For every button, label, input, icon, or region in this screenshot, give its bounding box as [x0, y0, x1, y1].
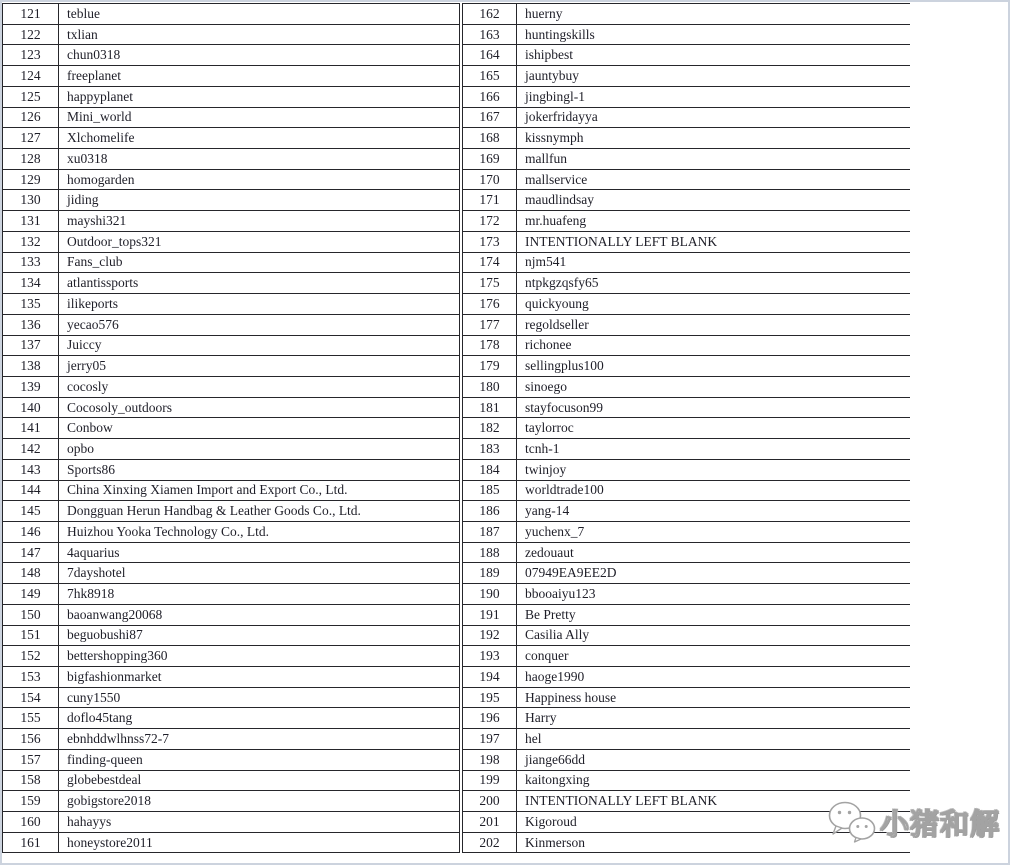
table-row: [463, 687, 911, 708]
row-name-cell: hel: [517, 729, 911, 750]
table-row: [463, 252, 911, 273]
row-name-cell: tcnh-1: [517, 439, 911, 460]
table-row: [3, 294, 460, 315]
table-row: [463, 459, 911, 480]
table-row: [463, 418, 911, 439]
row-number-cell: 168: [463, 128, 517, 149]
row-name-cell: taylorroc: [517, 418, 911, 439]
row-name-cell: jokerfridayya: [517, 107, 911, 128]
row-name-cell: INTENTIONALLY LEFT BLANK: [517, 231, 911, 252]
table-row: [463, 770, 911, 791]
table-row: [3, 521, 460, 542]
table-row: [3, 646, 460, 667]
row-number-cell: 151: [3, 625, 59, 646]
row-name-cell: regoldseller: [517, 314, 911, 335]
table-row: [463, 107, 911, 128]
row-number-cell: 161: [3, 832, 59, 853]
table-row: [3, 252, 460, 273]
row-name-cell: jauntybuy: [517, 66, 911, 87]
table-row: [3, 231, 460, 252]
table-row: [3, 459, 460, 480]
table-row: [463, 625, 911, 646]
row-name-cell: ebnhddwlhnss72-7: [59, 729, 460, 750]
table-row: [463, 231, 911, 252]
table-row: [3, 667, 460, 688]
row-number-cell: 127: [3, 128, 59, 149]
row-name-cell: xu0318: [59, 149, 460, 170]
table-row: [463, 563, 911, 584]
row-number-cell: 157: [3, 749, 59, 770]
row-number-cell: 142: [3, 439, 59, 460]
row-number-cell: 192: [463, 625, 517, 646]
row-name-cell: happyplanet: [59, 86, 460, 107]
row-number-cell: 179: [463, 356, 517, 377]
table-row: [463, 128, 911, 149]
row-number-cell: 176: [463, 294, 517, 315]
row-name-cell: Cocosoly_outdoors: [59, 397, 460, 418]
row-name-cell: teblue: [59, 4, 460, 25]
row-number-cell: 122: [3, 24, 59, 45]
row-name-cell: Xlchomelife: [59, 128, 460, 149]
row-name-cell: kissnymph: [517, 128, 911, 149]
row-number-cell: 195: [463, 687, 517, 708]
row-number-cell: 139: [3, 376, 59, 397]
table-row: [3, 791, 460, 812]
table-row: [3, 584, 460, 605]
table-row: [3, 749, 460, 770]
table-row: [463, 314, 911, 335]
table-row: [463, 24, 911, 45]
row-name-cell: kaitongxing: [517, 770, 911, 791]
table-row: [463, 729, 911, 750]
row-number-cell: 201: [463, 812, 517, 833]
table-row: [463, 480, 911, 501]
row-name-cell: Kinmerson: [517, 832, 911, 853]
row-name-cell: haoge1990: [517, 667, 911, 688]
row-number-cell: 155: [3, 708, 59, 729]
row-name-cell: Mini_world: [59, 107, 460, 128]
row-name-cell: Dongguan Herun Handbag & Leather Goods Co., Ltd.: [59, 501, 460, 522]
row-number-cell: 199: [463, 770, 517, 791]
table-row: [3, 770, 460, 791]
row-number-cell: 198: [463, 749, 517, 770]
table-row: [3, 604, 460, 625]
row-name-cell: baoanwang20068: [59, 604, 460, 625]
row-number-cell: 125: [3, 86, 59, 107]
row-name-cell: jiding: [59, 190, 460, 211]
row-number-cell: 145: [3, 501, 59, 522]
row-number-cell: 183: [463, 439, 517, 460]
row-number-cell: 158: [3, 770, 59, 791]
row-number-cell: 146: [3, 521, 59, 542]
row-name-cell: twinjoy: [517, 459, 911, 480]
roster-table-left: [2, 3, 460, 853]
table-row: [463, 356, 911, 377]
row-number-cell: 134: [3, 273, 59, 294]
row-number-cell: 177: [463, 314, 517, 335]
row-number-cell: 150: [3, 604, 59, 625]
table-row: [3, 812, 460, 833]
row-name-cell: zedouaut: [517, 542, 911, 563]
row-name-cell: Sports86: [59, 459, 460, 480]
watermark-text: 小猪和解: [880, 806, 1001, 841]
row-name-cell: gobigstore2018: [59, 791, 460, 812]
table-row: [463, 542, 911, 563]
table-row: [3, 625, 460, 646]
table-row: [463, 667, 911, 688]
table-row: [3, 314, 460, 335]
table-row: [3, 24, 460, 45]
table-row: [463, 708, 911, 729]
row-number-cell: 181: [463, 397, 517, 418]
row-number-cell: 144: [3, 480, 59, 501]
row-name-cell: Outdoor_tops321: [59, 231, 460, 252]
table-row: [3, 376, 460, 397]
row-name-cell: Be Pretty: [517, 604, 911, 625]
row-number-cell: 133: [3, 252, 59, 273]
row-name-cell: Kigoroud: [517, 812, 911, 833]
table-row: [3, 356, 460, 377]
row-name-cell: 7hk8918: [59, 584, 460, 605]
row-number-cell: 167: [463, 107, 517, 128]
row-name-cell: Conbow: [59, 418, 460, 439]
row-number-cell: 190: [463, 584, 517, 605]
table-row: [463, 397, 911, 418]
row-number-cell: 140: [3, 397, 59, 418]
row-number-cell: 174: [463, 252, 517, 273]
row-number-cell: 163: [463, 24, 517, 45]
row-name-cell: ntpkgzqsfy65: [517, 273, 911, 294]
table-row: [3, 397, 460, 418]
row-number-cell: 135: [3, 294, 59, 315]
row-number-cell: 143: [3, 459, 59, 480]
row-name-cell: hahayys: [59, 812, 460, 833]
table-row: [463, 749, 911, 770]
row-name-cell: jingbingl-1: [517, 86, 911, 107]
roster-table-right: [462, 3, 910, 853]
table-row: [463, 335, 911, 356]
table-row: [463, 66, 911, 87]
row-number-cell: 202: [463, 832, 517, 853]
row-number-cell: 169: [463, 149, 517, 170]
row-number-cell: 170: [463, 169, 517, 190]
row-name-cell: huerny: [517, 4, 911, 25]
row-name-cell: ishipbest: [517, 45, 911, 66]
row-name-cell: doflo45tang: [59, 708, 460, 729]
row-number-cell: 164: [463, 45, 517, 66]
row-name-cell: chun0318: [59, 45, 460, 66]
row-number-cell: 172: [463, 211, 517, 232]
table-row: [3, 128, 460, 149]
table-row: [463, 273, 911, 294]
row-name-cell: atlantissports: [59, 273, 460, 294]
row-number-cell: 137: [3, 335, 59, 356]
table-row: [463, 45, 911, 66]
row-number-cell: 180: [463, 376, 517, 397]
row-name-cell: Happiness house: [517, 687, 911, 708]
row-name-cell: China Xinxing Xiamen Import and Export Co., Ltd.: [59, 480, 460, 501]
row-name-cell: freeplanet: [59, 66, 460, 87]
table-row: [3, 708, 460, 729]
row-name-cell: Juiccy: [59, 335, 460, 356]
row-number-cell: 165: [463, 66, 517, 87]
row-name-cell: beguobushi87: [59, 625, 460, 646]
table-row: [3, 169, 460, 190]
row-name-cell: 07949EA9EE2D: [517, 563, 911, 584]
row-name-cell: Huizhou Yooka Technology Co., Ltd.: [59, 521, 460, 542]
table-row: [3, 149, 460, 170]
row-name-cell: bigfashionmarket: [59, 667, 460, 688]
row-name-cell: conquer: [517, 646, 911, 667]
row-number-cell: 191: [463, 604, 517, 625]
row-number-cell: 126: [3, 107, 59, 128]
row-number-cell: 138: [3, 356, 59, 377]
watermark: [828, 801, 1000, 843]
table-row: [463, 86, 911, 107]
row-number-cell: 132: [3, 231, 59, 252]
row-name-cell: jiange66dd: [517, 749, 911, 770]
table-row: [3, 45, 460, 66]
table-row: [463, 646, 911, 667]
table-row: [3, 273, 460, 294]
row-name-cell: homogarden: [59, 169, 460, 190]
row-number-cell: 154: [3, 687, 59, 708]
row-name-cell: INTENTIONALLY LEFT BLANK: [517, 791, 911, 812]
row-number-cell: 173: [463, 231, 517, 252]
row-number-cell: 153: [3, 667, 59, 688]
row-name-cell: mallfun: [517, 149, 911, 170]
table-row: [3, 211, 460, 232]
table-row: [3, 66, 460, 87]
row-name-cell: Fans_club: [59, 252, 460, 273]
row-number-cell: 182: [463, 418, 517, 439]
row-name-cell: mr.huafeng: [517, 211, 911, 232]
table-row: [3, 832, 460, 853]
row-number-cell: 194: [463, 667, 517, 688]
table-row: [3, 418, 460, 439]
row-name-cell: Casilia Ally: [517, 625, 911, 646]
row-number-cell: 162: [463, 4, 517, 25]
row-number-cell: 128: [3, 149, 59, 170]
row-number-cell: 148: [3, 563, 59, 584]
row-name-cell: cocosly: [59, 376, 460, 397]
table-row: [3, 335, 460, 356]
row-name-cell: jerry05: [59, 356, 460, 377]
row-name-cell: Harry: [517, 708, 911, 729]
table-row: [3, 480, 460, 501]
row-name-cell: yuchenx_7: [517, 521, 911, 542]
row-name-cell: yecao576: [59, 314, 460, 335]
row-name-cell: njm541: [517, 252, 911, 273]
row-number-cell: 123: [3, 45, 59, 66]
row-name-cell: huntingskills: [517, 24, 911, 45]
row-number-cell: 129: [3, 169, 59, 190]
row-number-cell: 189: [463, 563, 517, 584]
row-name-cell: opbo: [59, 439, 460, 460]
row-name-cell: yang-14: [517, 501, 911, 522]
row-name-cell: mayshi321: [59, 211, 460, 232]
row-name-cell: honeystore2011: [59, 832, 460, 853]
row-number-cell: 184: [463, 459, 517, 480]
table-row: [463, 376, 911, 397]
row-name-cell: sinoego: [517, 376, 911, 397]
row-number-cell: 186: [463, 501, 517, 522]
row-name-cell: stayfocuson99: [517, 397, 911, 418]
table-row: [463, 190, 911, 211]
row-name-cell: txlian: [59, 24, 460, 45]
row-number-cell: 200: [463, 791, 517, 812]
row-name-cell: 7dayshotel: [59, 563, 460, 584]
table-row: [463, 521, 911, 542]
row-number-cell: 156: [3, 729, 59, 750]
row-number-cell: 136: [3, 314, 59, 335]
table-row: [3, 501, 460, 522]
row-number-cell: 130: [3, 190, 59, 211]
row-name-cell: worldtrade100: [517, 480, 911, 501]
table-row: [3, 86, 460, 107]
row-name-cell: mallservice: [517, 169, 911, 190]
row-name-cell: globebestdeal: [59, 770, 460, 791]
row-name-cell: maudlindsay: [517, 190, 911, 211]
row-name-cell: bbooaiyu123: [517, 584, 911, 605]
row-name-cell: richonee: [517, 335, 911, 356]
row-number-cell: 171: [463, 190, 517, 211]
row-name-cell: finding-queen: [59, 749, 460, 770]
table-row: [3, 729, 460, 750]
row-number-cell: 147: [3, 542, 59, 563]
row-number-cell: 188: [463, 542, 517, 563]
table-row: [463, 584, 911, 605]
table-row: [463, 149, 911, 170]
row-number-cell: 187: [463, 521, 517, 542]
row-number-cell: 124: [3, 66, 59, 87]
table-row: [3, 4, 460, 25]
row-number-cell: 196: [463, 708, 517, 729]
row-number-cell: 121: [3, 4, 59, 25]
row-number-cell: 175: [463, 273, 517, 294]
row-number-cell: 160: [3, 812, 59, 833]
wechat-icon: [828, 801, 876, 843]
table-row: [3, 542, 460, 563]
table-row: [463, 211, 911, 232]
table-row: [463, 501, 911, 522]
row-name-cell: 4aquarius: [59, 542, 460, 563]
table-row: [3, 190, 460, 211]
table-row: [3, 107, 460, 128]
row-number-cell: 141: [3, 418, 59, 439]
row-number-cell: 149: [3, 584, 59, 605]
row-name-cell: sellingplus100: [517, 356, 911, 377]
row-name-cell: quickyoung: [517, 294, 911, 315]
row-number-cell: 193: [463, 646, 517, 667]
table-row: [3, 687, 460, 708]
row-name-cell: cuny1550: [59, 687, 460, 708]
table-row: [463, 439, 911, 460]
row-number-cell: 131: [3, 211, 59, 232]
row-number-cell: 178: [463, 335, 517, 356]
row-name-cell: ilikeports: [59, 294, 460, 315]
row-number-cell: 152: [3, 646, 59, 667]
row-name-cell: bettershopping360: [59, 646, 460, 667]
table-row: [463, 169, 911, 190]
table-row: [463, 4, 911, 25]
table-row: [463, 604, 911, 625]
row-number-cell: 185: [463, 480, 517, 501]
row-number-cell: 159: [3, 791, 59, 812]
table-row: [3, 439, 460, 460]
row-number-cell: 197: [463, 729, 517, 750]
table-row: [3, 563, 460, 584]
row-number-cell: 166: [463, 86, 517, 107]
table-row: [463, 294, 911, 315]
